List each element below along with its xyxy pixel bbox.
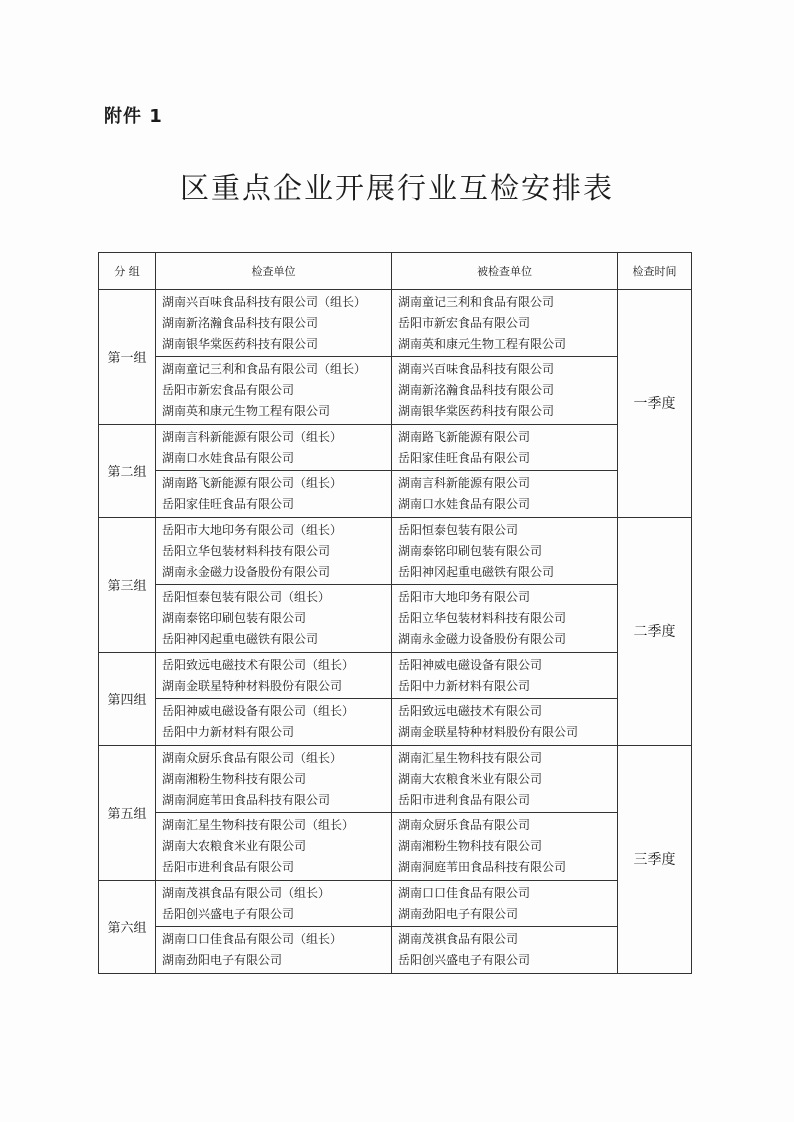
inspector-line: 岳阳创兴盛电子有限公司 [162,906,295,921]
table-row [99,585,692,652]
inspected-line: 岳阳市新宏食品有限公司 [398,315,531,330]
inspected-cell [392,652,618,699]
inspected-line: 岳阳创兴盛电子有限公司 [398,953,531,968]
inspector-line: 岳阳立华包装材料科技有限公司 [162,543,331,558]
inspected-cell [392,813,618,880]
inspection-time-cell: 三季度 [618,745,692,973]
inspected-line: 湖南言科新能源有限公司 [398,476,531,491]
inspector-line: 湖南兴百味食品科技有限公司（组长） [162,295,367,309]
table-row [99,745,692,812]
inspector-cell [156,880,392,927]
table-row [99,424,692,471]
inspected-line: 湖南永金磁力设备股份有限公司 [398,631,567,646]
table-row [99,517,692,584]
table-row [99,699,692,746]
table-row [99,357,692,424]
inspected-cell [392,471,618,518]
inspector-line: 岳阳中力新材料有限公司 [162,725,295,740]
inspector-line: 湖南茂祺食品有限公司（组长） [162,885,331,900]
inspector-line: 湖南路飞新能源有限公司（组长） [162,476,343,491]
inspected-line: 湖南童记三利和食品有限公司 [398,295,555,309]
table-body [99,290,692,974]
inspector-cell [156,290,392,357]
inspected-line: 湖南劲阳电子有限公司 [398,906,519,921]
inspected-cell [392,880,618,927]
inspector-line: 湖南洞庭苇田食品科技有限公司 [162,792,331,807]
inspector-cell [156,699,392,746]
inspector-line: 岳阳恒泰包装有限公司（组长） [162,590,331,605]
inspector-line: 湖南童记三利和食品有限公司（组长） [162,362,367,377]
inspector-line: 岳阳市新宏食品有限公司 [162,383,295,398]
inspected-line: 岳阳恒泰包装有限公司 [398,522,519,537]
inspection-schedule-table [98,252,692,974]
inspection-time-cell: 一季度 [618,290,692,518]
inspection-time-cell: 二季度 [618,517,692,745]
inspector-line: 湖南口水娃食品有限公司 [162,450,295,465]
inspected-cell [392,585,618,652]
inspected-line: 湖南英和康元生物工程有限公司 [398,336,567,351]
inspector-line: 湖南英和康元生物工程有限公司 [162,403,331,418]
inspector-line: 湖南金联星特种材料股份有限公司 [162,678,343,693]
inspected-line: 湖南大农粮食米业有限公司 [398,771,543,786]
header-time: 检查时间 [618,253,692,290]
inspector-line: 岳阳市大地印务有限公司（组长） [162,522,343,537]
inspector-line: 湖南银华棠医药科技有限公司 [162,336,319,351]
table-row [99,290,692,357]
inspected-line: 湖南兴百味食品科技有限公司 [398,362,555,377]
inspector-line: 岳阳神冈起重电磁铁有限公司 [162,631,319,646]
inspected-line: 湖南金联星特种材料股份有限公司 [398,725,579,740]
inspected-line: 岳阳家佳旺食品有限公司 [398,450,531,465]
inspected-line: 湖南湘粉生物科技有限公司 [398,839,543,854]
inspected-line: 岳阳市进利食品有限公司 [398,792,531,807]
group-name-cell: 第五组 [99,745,156,880]
inspected-line: 岳阳中力新材料有限公司 [398,678,531,693]
inspected-line: 湖南银华棠医药科技有限公司 [398,403,555,418]
table-row [99,652,692,699]
inspected-line: 湖南泰铭印刷包装有限公司 [398,543,543,558]
table-row [99,471,692,518]
inspected-line: 湖南新洺瀚食品科技有限公司 [398,383,555,398]
inspected-line: 湖南路飞新能源有限公司 [398,429,531,444]
inspector-cell [156,585,392,652]
inspector-line: 湖南湘粉生物科技有限公司 [162,771,307,786]
inspected-line: 岳阳立华包装材料科技有限公司 [398,611,567,626]
inspector-line: 岳阳致远电磁技术有限公司（组长） [162,657,355,672]
inspector-line: 湖南劲阳电子有限公司 [162,953,283,968]
inspector-cell [156,357,392,424]
inspected-line: 湖南口水娃食品有限公司 [398,497,531,512]
group-name-cell: 第二组 [99,424,156,517]
inspected-cell [392,699,618,746]
header-group: 分 组 [99,253,156,290]
attachment-label: 附件 1 [104,106,163,127]
header-inspector: 检查单位 [156,253,392,290]
inspected-line: 岳阳致远电磁技术有限公司 [398,704,543,719]
inspected-line: 湖南洞庭苇田食品科技有限公司 [398,859,567,874]
inspector-line: 湖南汇星生物科技有限公司（组长） [162,818,355,833]
inspector-cell [156,813,392,880]
inspector-line: 湖南众厨乐食品有限公司（组长） [162,750,343,765]
inspected-cell [392,290,618,357]
inspected-cell [392,745,618,812]
group-name-cell: 第四组 [99,652,156,745]
table-row [99,880,692,927]
inspector-cell [156,471,392,518]
inspected-line: 湖南口口佳食品有限公司 [398,885,531,900]
inspector-line: 湖南大农粮食米业有限公司 [162,839,307,854]
inspector-cell [156,424,392,471]
inspected-line: 岳阳市大地印务有限公司 [398,590,531,605]
inspected-cell [392,357,618,424]
table-header-row [99,253,692,290]
inspector-line: 湖南永金磁力设备股份有限公司 [162,564,331,579]
group-name-cell: 第三组 [99,517,156,652]
inspector-cell [156,927,392,974]
inspector-cell [156,652,392,699]
group-name-cell: 第六组 [99,880,156,973]
inspector-line: 湖南言科新能源有限公司（组长） [162,429,343,444]
header-inspected: 被检查单位 [392,253,618,290]
inspected-line: 湖南茂祺食品有限公司 [398,932,519,947]
inspector-line: 岳阳神威电磁设备有限公司（组长） [162,704,355,719]
group-name-cell: 第一组 [99,290,156,425]
inspector-line: 湖南口口佳食品有限公司（组长） [162,932,343,947]
inspected-cell [392,424,618,471]
inspected-line: 岳阳神冈起重电磁铁有限公司 [398,564,555,579]
inspected-cell [392,517,618,584]
inspector-line: 岳阳市进利食品有限公司 [162,859,295,874]
inspected-line: 岳阳神威电磁设备有限公司 [398,657,543,672]
table-row [99,813,692,880]
inspector-line: 湖南新洺瀚食品科技有限公司 [162,315,319,330]
inspector-cell [156,745,392,812]
document-title: 区重点企业开展行业互检安排表 [179,171,614,205]
inspector-line: 岳阳家佳旺食品有限公司 [162,497,295,512]
inspector-line: 湖南泰铭印刷包装有限公司 [162,611,307,626]
inspector-cell [156,517,392,584]
inspected-line: 湖南众厨乐食品有限公司 [398,818,531,833]
inspected-line: 湖南汇星生物科技有限公司 [398,750,543,765]
inspected-cell [392,927,618,974]
table-row [99,927,692,974]
